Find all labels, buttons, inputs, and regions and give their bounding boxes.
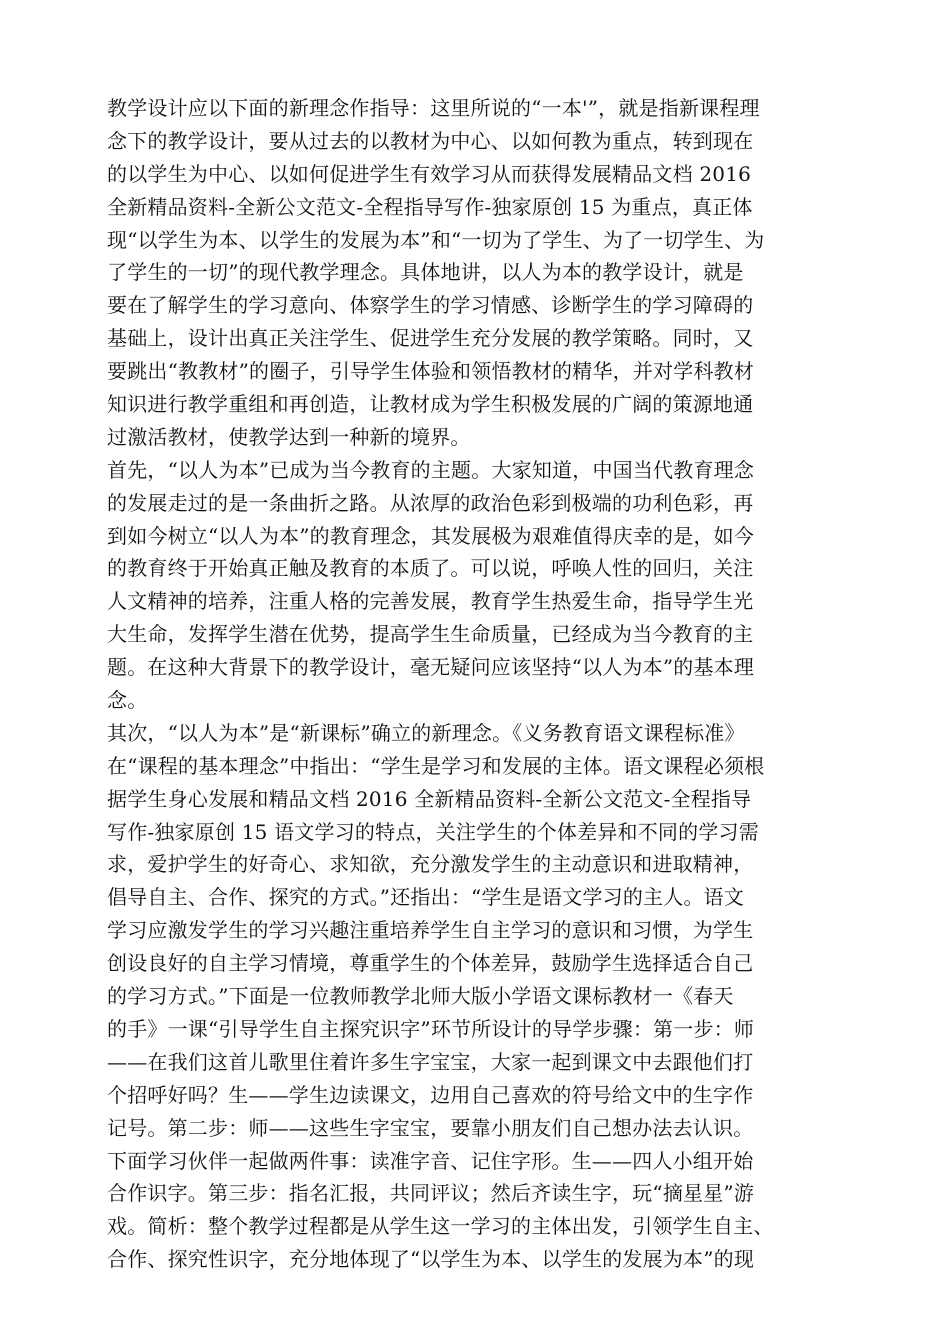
text-line: 学习应激发学生的学习兴趣注重培养学生自主学习的意识和习惯，为学生 — [107, 918, 754, 943]
text-line: 的教育终于开始真正触及教育的本质了。可以说，呼唤人性的回归，关注 — [107, 556, 754, 581]
text-line: 题。在这种大背景下的教学设计，毫无疑问应该坚持“以人为本”的基本理 — [107, 655, 755, 680]
text-line: 过激活教材，使教学达到一种新的境界。 — [107, 424, 471, 449]
text-line: 的学习方式。”下面是一位教师教学北师大版小学语文课标教材一《春天 — [107, 984, 734, 1009]
text-line: 合作、探究性识字，充分地体现了“以学生为本、以学生的发展为本”的现 — [107, 1247, 755, 1272]
text-line: 求，爱护学生的好奇心、求知欲，充分激发学生的主动意识和进取精神， — [107, 852, 754, 877]
text-line: 据学生身心发展和精品文档 2016 全新精品资料-全新公文范文-全程指导 — [107, 786, 752, 811]
text-line: 教学设计应以下面的新理念作指导：这里所说的“一本'”，就是指新课程理 — [107, 96, 760, 120]
text-line: 要跳出“教教材”的圈子，引导学生体验和领悟教材的精华，并对学科教材 — [107, 359, 755, 384]
text-line: 人文精神的培养，注重人格的完善发展，教育学生热爱生命，指导学生光 — [107, 589, 754, 614]
text-line: 戏。简析：整个教学过程都是从学生这一学习的主体出发，引领学生自主、 — [107, 1214, 774, 1239]
text-line: 的以学生为中心、以如何促进学生有效学习从而获得发展精品文档 2016 — [107, 161, 752, 186]
text-line: 合作识字。第三步：指名汇报，共同评议；然后齐读生字，玩“摘星星”游 — [107, 1181, 755, 1206]
text-line: 要在了解学生的学习意向、体察学生的学习情感、诊断学生的学习障碍的 — [107, 293, 754, 318]
text-line: 创设良好的自主学习情境，尊重学生的个体差异，鼓励学生选择适合自己 — [107, 951, 754, 976]
text-line: 倡导自主、合作、探究的方式。”还指出：“学生是语文学习的主人。语文 — [107, 885, 745, 910]
text-line: 知识进行教学重组和再创造，让教材成为学生积极发展的广阔的策源地通 — [107, 392, 754, 417]
document-body — [107, 92, 857, 1276]
text-line: 基础上，设计出真正关注学生、促进学生充分发展的教学策略。同时，又 — [107, 326, 754, 351]
text-line: 了学生的一切”的现代教学理念。具体地讲，以人为本的教学设计，就是 — [107, 260, 744, 285]
text-line: 大生命，发挥学生潜在优势，提高学生生命质量，已经成为当今教育的主 — [107, 622, 754, 647]
text-line: 在“课程的基本理念”中指出：“学生是学习和发展的主体。语文课程必须根 — [107, 753, 765, 778]
text-line: ——在我们这首儿歌里住着许多生字宝宝，大家一起到课文中去跟他们打 — [107, 1049, 754, 1074]
text-line: 念下的教学设计，要从过去的以教材为中心、以如何教为重点，转到现在 — [107, 128, 754, 153]
text-line: 现“以学生为本、以学生的发展为本”和“一切为了学生、为了一切学生、为 — [107, 227, 765, 252]
text-line: 首先，“以人为本”已成为当今教育的主题。大家知道，中国当代教育理念 — [107, 457, 755, 482]
text-line: 的手》一课“引导学生自主探究识字”环节所设计的导学步骤：第一步：师 — [107, 1016, 755, 1041]
text-line: 个招呼好吗？生——学生边读课文，边用自己喜欢的符号给文中的生字作 — [107, 1082, 754, 1107]
text-line: 记号。第二步：师——这些生字宝宝，要靠小朋友们自己想办法去认识。 — [107, 1115, 754, 1140]
text-line: 其次，“以人为本”是“新课标”确立的新理念。《义务教育语文课程标准》 — [107, 720, 745, 745]
text-line: 全新精品资料-全新公文范文-全程指导写作-独家原创 15 为重点，真正体 — [107, 194, 753, 219]
text-line: 到如今树立“以人为本”的教育理念，其发展极为艰难值得庆幸的是，如今 — [107, 523, 755, 548]
text-line: 念。 — [107, 688, 148, 713]
text-line: 写作-独家原创 15 语文学习的特点，关注学生的个体差异和不同的学习需 — [107, 819, 759, 844]
text-line: 下面学习伙伴一起做两件事：读准字音、记住字形。生——四人小组开始 — [107, 1148, 754, 1173]
text-line: 的发展走过的是一条曲折之路。从浓厚的政治色彩到极端的功利色彩，再 — [107, 490, 754, 515]
